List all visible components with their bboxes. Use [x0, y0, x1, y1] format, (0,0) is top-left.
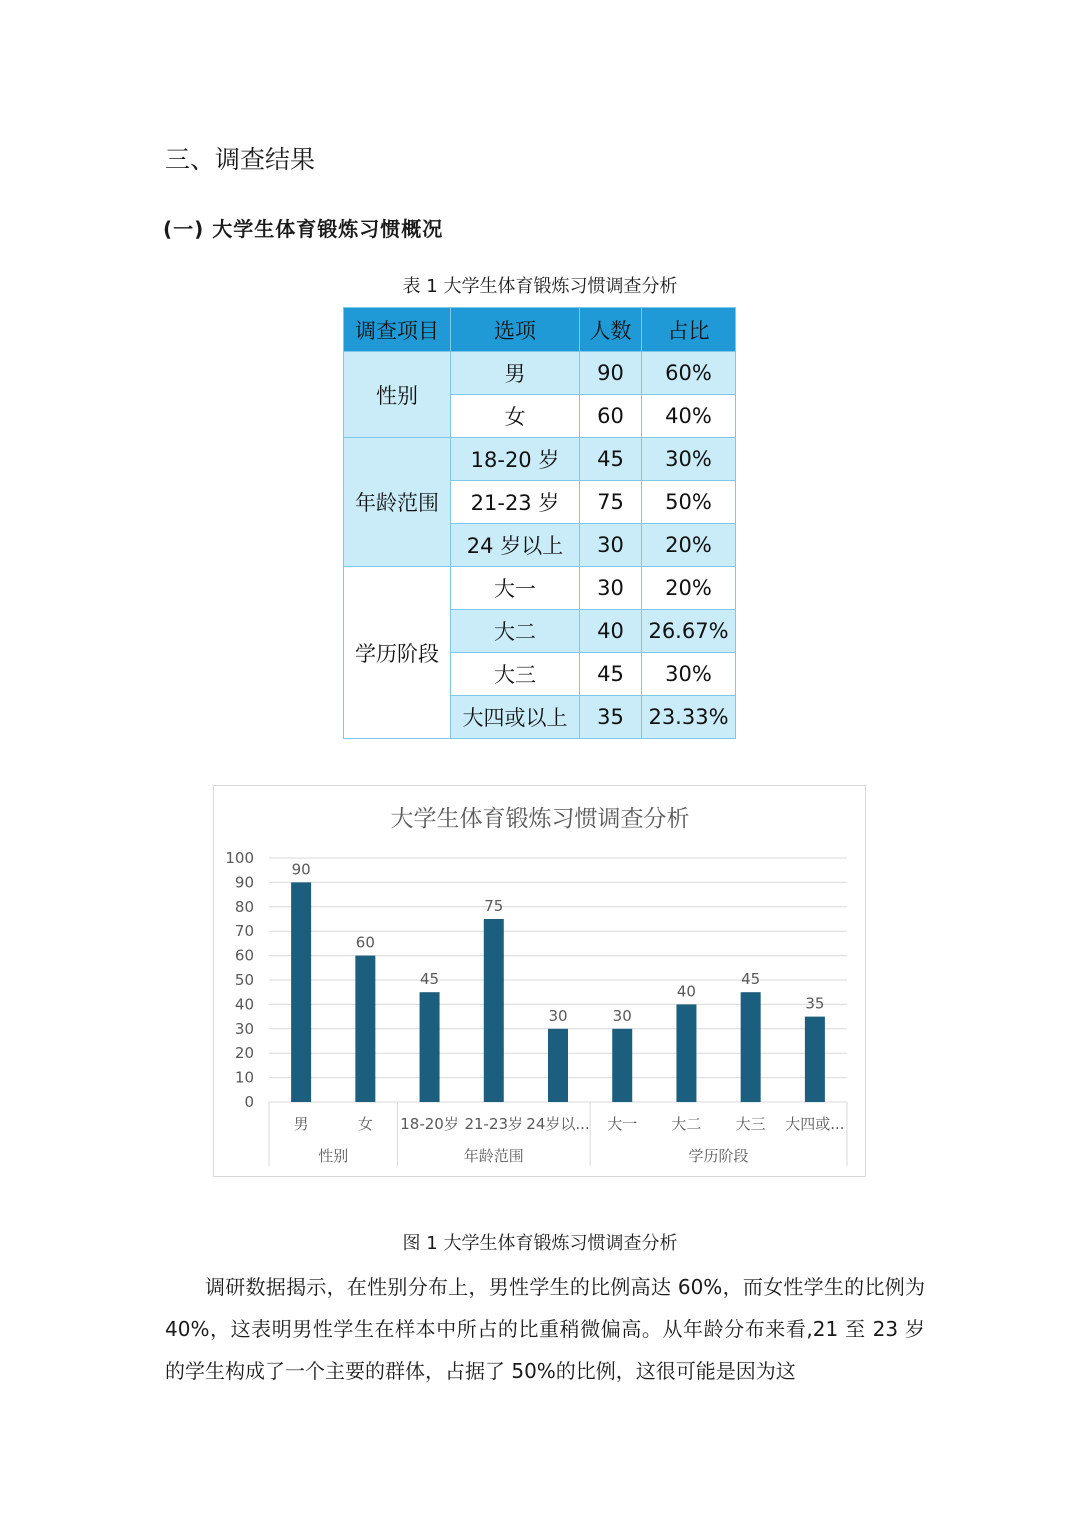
- bar: [612, 1029, 632, 1102]
- bar: [676, 1004, 696, 1102]
- ratio-cell: 50%: [642, 481, 736, 524]
- section-title: 三、调查结果: [165, 145, 316, 174]
- x-group-label: 性别: [318, 1147, 349, 1165]
- y-tick-label: 30: [234, 1019, 254, 1038]
- ratio-cell: 30%: [642, 653, 736, 696]
- count-cell: 40: [580, 610, 642, 653]
- table-row: [344, 567, 736, 610]
- count-cell: 45: [580, 438, 642, 481]
- x-category-label: 大三: [735, 1115, 766, 1133]
- x-category-label: 大二: [671, 1115, 702, 1133]
- ratio-cell: 26.67%: [642, 610, 736, 653]
- x-group-label: 年龄范围: [463, 1147, 524, 1165]
- x-category-label: 大一: [607, 1115, 638, 1133]
- category-cell: 学历阶段: [344, 567, 451, 739]
- survey-table: [343, 307, 736, 739]
- table-header-row: [344, 308, 736, 352]
- x-category-label: 24岁以...: [526, 1115, 590, 1133]
- data-label: 30: [548, 1006, 568, 1025]
- chart-title: 大学生体育锻炼习惯调查分析: [390, 806, 690, 832]
- bar-chart-svg: [214, 786, 865, 1176]
- y-tick-label: 100: [225, 849, 254, 867]
- ratio-cell: 20%: [642, 567, 736, 610]
- bar: [805, 1017, 825, 1102]
- ratio-cell: 30%: [642, 438, 736, 481]
- option-cell: 男: [451, 352, 580, 395]
- body-paragraph: 调研数据揭示，在性别分布上，男性学生的比例高达 60%，而女性学生的比例为 40%，这表明男性学生在样本中所占的比重稍微偏高。从年龄分布来看,21 至 23 岁的学生构成了一个主要的群体，占据了 50%的比例，这很可能是因为这: [165, 1275, 925, 1383]
- x-category-label: 男: [293, 1115, 309, 1133]
- bar: [548, 1029, 568, 1102]
- option-cell: 24 岁以上: [451, 524, 580, 567]
- y-tick-label: 0: [244, 1093, 254, 1111]
- bar: [484, 919, 504, 1102]
- y-tick-label: 80: [234, 897, 254, 916]
- y-tick-label: 90: [234, 873, 254, 892]
- data-label: 75: [484, 897, 504, 915]
- count-cell: 30: [580, 567, 642, 610]
- option-cell: 18-20 岁: [451, 438, 580, 481]
- x-category-label: 18-20岁: [400, 1115, 459, 1133]
- bar: [741, 992, 761, 1102]
- data-label: 90: [291, 860, 311, 879]
- data-label: 30: [612, 1006, 632, 1025]
- y-tick-label: 60: [234, 946, 254, 965]
- option-cell: 大一: [451, 567, 580, 610]
- figure-caption: 图 1 大学生体育锻炼习惯调查分析: [402, 1233, 678, 1254]
- y-tick-label: 50: [234, 971, 254, 989]
- subsection-title: (一) 大学生体育锻炼习惯概况: [163, 217, 444, 241]
- y-tick-label: 40: [234, 995, 254, 1014]
- data-label: 45: [741, 970, 761, 989]
- count-cell: 30: [580, 524, 642, 567]
- option-cell: 女: [451, 395, 580, 438]
- count-cell: 45: [580, 653, 642, 696]
- count-cell: 35: [580, 696, 642, 739]
- data-label: 60: [355, 933, 375, 952]
- y-tick-label: 70: [234, 922, 254, 941]
- bar-chart: [213, 785, 866, 1177]
- ratio-cell: 23.33%: [642, 696, 736, 739]
- count-cell: 75: [580, 481, 642, 524]
- option-cell: 大三: [451, 653, 580, 696]
- ratio-cell: 20%: [642, 524, 736, 567]
- bar: [420, 992, 440, 1102]
- category-cell: 性别: [344, 352, 451, 438]
- data-label: 45: [420, 970, 440, 989]
- count-cell: 60: [580, 395, 642, 438]
- x-category-label: 21-23岁: [464, 1115, 524, 1133]
- ratio-cell: 60%: [642, 352, 736, 395]
- x-category-label: 女: [357, 1115, 373, 1133]
- ratio-cell: 40%: [642, 395, 736, 438]
- option-cell: 大二: [451, 610, 580, 653]
- table-header-cell: 选项: [451, 308, 580, 352]
- data-label: 35: [805, 994, 825, 1013]
- category-cell: 年龄范围: [344, 438, 451, 567]
- count-cell: 90: [580, 352, 642, 395]
- table-row: [344, 438, 736, 481]
- bar: [355, 956, 375, 1102]
- table-row: [344, 352, 736, 395]
- option-cell: 大四或以上: [451, 696, 580, 739]
- table-caption: 表 1 大学生体育锻炼习惯调查分析: [402, 276, 678, 297]
- table-header-cell: 占比: [642, 308, 736, 352]
- x-category-label: 大四或...: [785, 1115, 845, 1133]
- table-header-cell: 调查项目: [344, 308, 451, 352]
- y-tick-label: 20: [234, 1044, 254, 1063]
- bar: [291, 882, 311, 1102]
- option-cell: 21-23 岁: [451, 481, 580, 524]
- data-label: 40: [676, 982, 696, 1001]
- x-group-label: 学历阶段: [688, 1147, 749, 1165]
- y-tick-label: 10: [234, 1068, 254, 1087]
- table-header-cell: 人数: [580, 308, 642, 352]
